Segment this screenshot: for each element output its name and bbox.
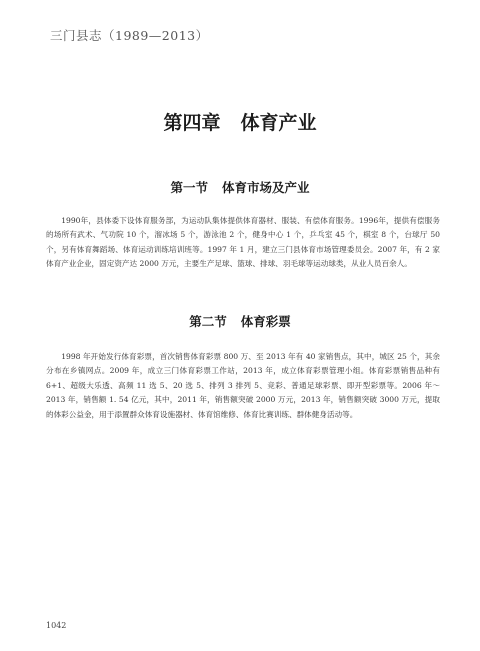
section-title — [0, 178, 480, 196]
page-number: 1042 — [46, 621, 67, 630]
section-paragraph: 1998 年开始发行体育彩票，首次销售体育彩票 800 万、至 2013 年有 40 家销售点，其中，城区 25 个，其余分布在乡镇网点。2009 年，成立三门体育彩票工作站，2013 年，成立体育彩票管理小组。体育彩票销售品种有 6+1、超级大乐透、高频 11 选 5、20 选 5、排列 3 排列 5、竞彩、普通足球彩票、即开型彩票等。2006 年～ 2013 年，销售额 1. 54 亿元，其中，2011 年，销售额突破 2000 万元，2013 年，销售额突破 3000 万元，提取的体彩公益金，用于添置群众体育设施器材、体育馆维修、体育比赛训练、群体健身活动等。 — [46, 352, 440, 419]
section-number: 第二节 — [189, 314, 227, 329]
running-header: 三门县志（1989—2013） — [50, 28, 209, 43]
chapter-name: 体育产业 — [240, 112, 317, 134]
section-name: 体育市场及产业 — [222, 180, 310, 195]
section-name: 体育彩票 — [240, 314, 291, 329]
section-number: 第一节 — [170, 180, 208, 195]
section-paragraph: 1990年，县体委下设体育服务部，为运动队集体提供体育器材、服装、有偿体育服务。1996年，提供有偿服务的场所有武术、气功院 10 个，溜冰场 5 个，游泳池 2 个，健身中心 1 个，乒乓室 45 个，棋室 8 个，台球厅 50 个，另有体育舞蹈场、体育运动训练培训班等。1997 年 1 月，建立三门县体育市场管理委员会。2007 年，有 2 家体育产业企业，固定资产达 2000 万元，主要生产足球、篮球、排球、羽毛球等运动球类，从业人员百余人。 — [46, 216, 440, 269]
chapter-number: 第四章 — [163, 112, 221, 134]
chapter-title — [0, 108, 480, 135]
section-title — [0, 312, 480, 330]
